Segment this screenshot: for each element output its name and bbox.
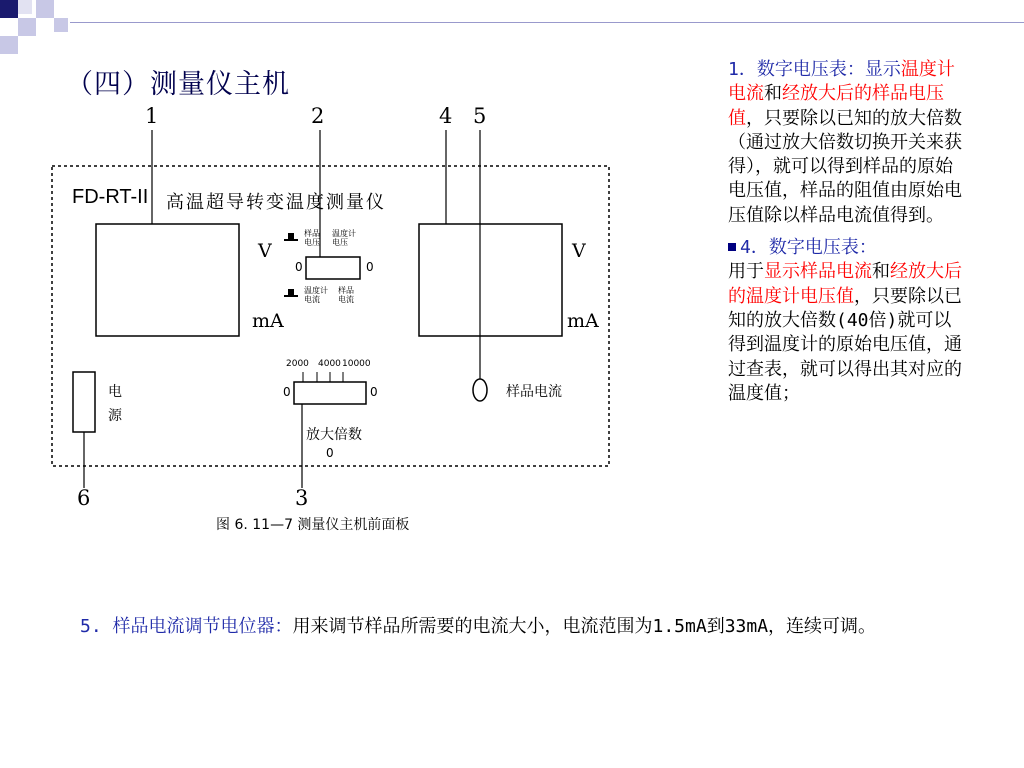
gain-zero-mark: 0 (326, 446, 334, 460)
item-5-label: 5. 样品电流调节电位器： (80, 616, 293, 637)
instrument-front-panel-figure (40, 100, 640, 540)
callout-2: 2 (311, 104, 325, 128)
callout-3: 3 (295, 486, 309, 510)
item-1-rest: ，只要除以已知的放大倍数（通过放大倍数切换开关来获得），就可以得到样品的原始电压值，样品的阻值由原始电压值除以样品电流值得到。 (728, 107, 962, 226)
gain-caption: 放大倍数 (306, 427, 362, 443)
gain-left-mark: 0 (283, 385, 291, 399)
right-meter-unit-ma: mA (567, 310, 599, 332)
switch2-bottom-label-2: 样品电流 (338, 286, 354, 304)
switch2-left-mark: 0 (295, 260, 303, 274)
item-1-prefix: 1．数字电压表：显示 (728, 59, 901, 80)
item-4-description (728, 236, 964, 406)
right-meter-unit-v: V (572, 240, 586, 262)
item-4-mid: 和 (872, 261, 890, 283)
item-5-description (80, 612, 900, 642)
gain-right-mark: 0 (370, 385, 378, 399)
panel-model-name: FD-RT-II (72, 186, 149, 208)
slide-title: （四）测量仪主机 (66, 69, 290, 100)
callout-6: 6 (77, 486, 91, 510)
panel-drawing (40, 100, 640, 540)
item-1-highlight-2: 经放大后的样品电压值 (728, 83, 944, 129)
power-label: 电源 (108, 384, 122, 424)
callout-1: 1 (145, 104, 159, 128)
switch2-right-mark: 0 (366, 260, 374, 274)
left-meter-unit-v: V (258, 240, 272, 262)
item-1-highlight-1: 温度计电流 (728, 59, 955, 105)
switch2-bottom-label-1: 温度计电流 (304, 286, 328, 304)
item-4-prefix: 4．数字电压表： (740, 237, 877, 259)
sample-current-label: 样品电流 (506, 384, 562, 400)
callout-4: 4 (439, 104, 453, 128)
bullet-square-icon (728, 243, 736, 251)
gain-label-4000: 4000 (318, 359, 341, 369)
switch2-top-label-1: 样品电压 (304, 229, 320, 247)
gain-label-2000: 2000 (286, 359, 309, 369)
item-5-text: 用来调节样品所需要的电流大小，电流范围为1.5mA到33mA，连续可调。 (292, 616, 877, 637)
item-1-description (728, 58, 964, 228)
item-4-highlight-2: 经放大后的温度计电压值 (728, 261, 962, 307)
item-4-text: 用于 (728, 261, 764, 283)
corner-decoration (0, 0, 80, 62)
item-4-rest: ，只要除以已知的放大倍数(40倍)就可以得到温度计的原始电压值，通过查表，就可以得出其对应的温度值； (728, 285, 962, 404)
right-description (728, 58, 964, 406)
callout-5: 5 (473, 104, 487, 128)
item-4-highlight-1: 显示样品电流 (764, 261, 872, 283)
switch2-top-label-2: 温度计电压 (332, 229, 356, 247)
header-rule (70, 22, 1024, 23)
figure-caption: 图 6. 11—7 测量仪主机前面板 (216, 517, 410, 533)
gain-label-10000: 10000 (342, 359, 371, 369)
panel-title-cn: 高温超导转变温度测量仪 (166, 192, 386, 213)
left-meter-unit-ma: mA (252, 310, 284, 332)
item-1-mid: 和 (764, 83, 782, 105)
